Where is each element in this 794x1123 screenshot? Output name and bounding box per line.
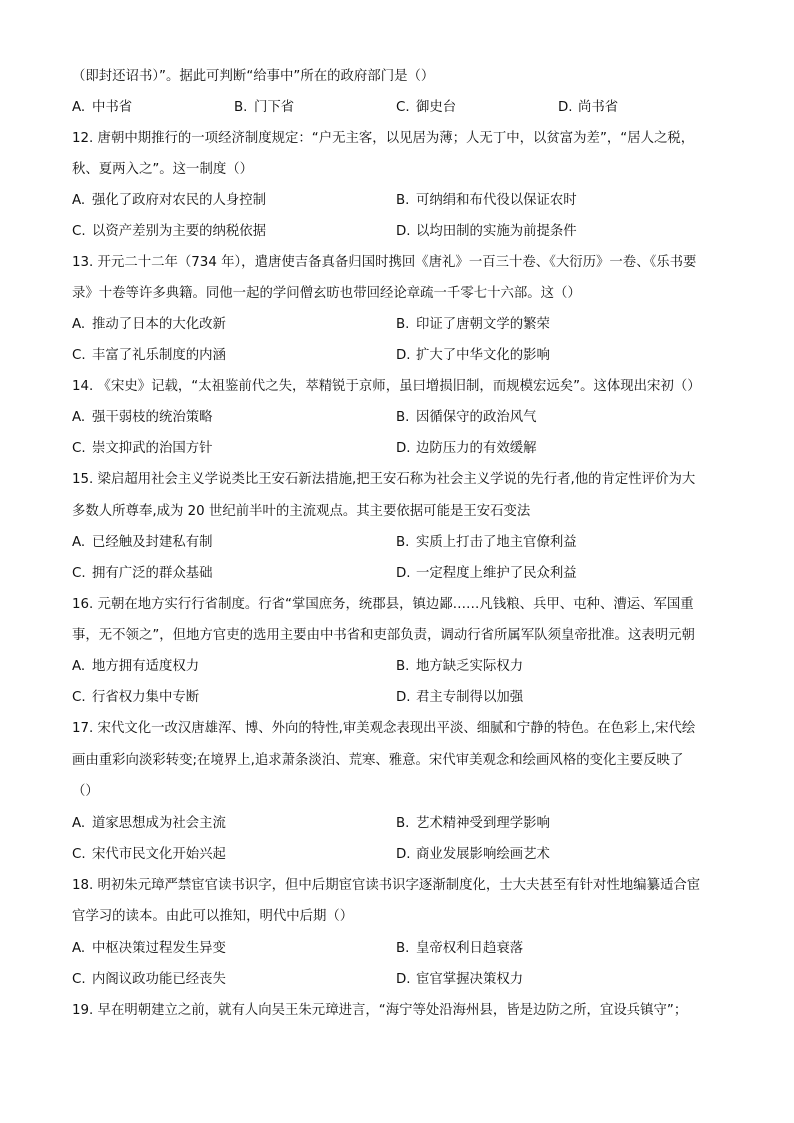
q16-stem-line: 16. 元朝在地方实行行省制度。行省“掌国庶务，统郡县，镇边鄙……凡钱粮、兵甲、屯种、漕运、军国重	[72, 597, 694, 612]
q17-option-c[interactable]: C. 宋代市民文化开始兴起	[72, 847, 226, 862]
q15-stem-line: 多数人所尊奉,成为 20 世纪前半叶的主流观点。其主要依据可能是王安石变法	[72, 504, 531, 519]
q11-option-b[interactable]: B. 门下省	[234, 100, 295, 115]
q12-stem-line: 12. 唐朝中期推行的一项经济制度规定：“户无主客，以见居为薄；人无丁中，以贫富为差”，“居人之税，	[72, 131, 695, 146]
q17-option-d[interactable]: D. 商业发展影响绘画艺术	[396, 847, 550, 862]
q11-stem-line: （即封还诏书）”。据此可判断“给事中”所在的政府部门是（）	[72, 69, 435, 84]
q14-option-b[interactable]: B. 因循保守的政治风气	[396, 410, 537, 425]
q13-option-d[interactable]: D. 扩大了中华文化的影响	[396, 348, 550, 363]
q19-stem-line: 19. 早在明朝建立之前，就有人向吴王朱元璋进言，“海宁等处沿海州县，皆是边防之所，宜设兵镇守”；	[72, 1003, 688, 1018]
q15-option-a[interactable]: A. 已经触及封建私有制	[72, 535, 213, 550]
q16-option-a[interactable]: A. 地方拥有适度权力	[72, 659, 200, 674]
q13-option-b[interactable]: B. 印证了唐朝文学的繁荣	[396, 317, 550, 332]
q12-option-d[interactable]: D. 以均田制的实施为前提条件	[396, 224, 577, 239]
q16-option-b[interactable]: B. 地方缺乏实际权力	[396, 659, 524, 674]
q17-option-b[interactable]: B. 艺术精神受到理学影响	[396, 816, 550, 831]
q15-option-c[interactable]: C. 拥有广泛的群众基础	[72, 566, 213, 581]
q18-stem-line: 18. 明初朱元璋严禁宦官读书识字，但中后期宦官读书识字逐渐制度化，士大夫甚至有针对性地编纂适合宦	[72, 878, 701, 893]
q14-stem-line: 14. 《宋史》记载，“太祖鉴前代之失，萃精锐于京师，虽曰增损旧制，而规模宏远矣”。这体现出宋初（）	[72, 379, 701, 394]
q14-option-c[interactable]: C. 崇文抑武的治国方针	[72, 441, 213, 456]
q15-stem-line: 15. 梁启超用社会主义学说类比王安石新法措施,把王安石称为社会主义学说的先行者,他的肯定性评价为大	[72, 472, 696, 487]
q12-stem-line: 秋、夏两入之”。这一制度（）	[72, 162, 254, 177]
q18-stem-line: 官学习的读本。由此可以推知，明代中后期（）	[72, 909, 354, 924]
q13-option-a[interactable]: A. 推动了日本的大化改新	[72, 317, 226, 332]
q18-option-a[interactable]: A. 中枢决策过程发生异变	[72, 941, 226, 956]
q17-stem-line: 17. 宋代文化一改汉唐雄浑、博、外向的特性,审美观念表现出平淡、细腻和宁静的特色。在色彩上,宋代绘	[72, 721, 696, 736]
q13-stem-line: 录》十卷等许多典籍。同他一起的学问僧玄昉也带回经论章疏一千零七十六部。这（）	[72, 286, 581, 301]
q18-option-c[interactable]: C. 内阁议政功能已经丧失	[72, 972, 226, 987]
q18-option-b[interactable]: B. 皇帝权利日趋衰落	[396, 941, 524, 956]
q15-option-b[interactable]: B. 实质上打击了地主官僚利益	[396, 535, 577, 550]
q16-option-d[interactable]: D. 君主专制得以加强	[396, 690, 524, 705]
q11-option-d[interactable]: D. 尚书省	[558, 100, 619, 115]
q15-option-d[interactable]: D. 一定程度上维护了民众利益	[396, 566, 577, 581]
q17-stem-line: 画由重彩向淡彩转变;在境界上,追求萧条淡泊、荒寒、雅意。宋代审美观念和绘画风格的变化主要反映了	[72, 753, 684, 768]
q13-option-c[interactable]: C. 丰富了礼乐制度的内涵	[72, 348, 226, 363]
q11-option-c[interactable]: C. 御史台	[396, 100, 457, 115]
q17-option-a[interactable]: A. 道家思想成为社会主流	[72, 816, 226, 831]
q16-stem-line: 事，无不领之”，但地方官吏的选用主要由中书省和吏部负责，调动行省所属军队须皇帝批准。这表明元朝	[72, 628, 695, 643]
q13-stem-line: 13. 开元二十二年（734 年），遣唐使吉备真备归国时携回《唐礼》一百三十卷、《大衍历》一卷、《乐书要	[72, 255, 697, 270]
q16-option-c[interactable]: C. 行省权力集中专断	[72, 690, 200, 705]
q12-option-b[interactable]: B. 可纳绢和布代役以保证农时	[396, 193, 577, 208]
q14-option-a[interactable]: A. 强干弱枝的统治策略	[72, 410, 213, 425]
q12-option-c[interactable]: C. 以资产差别为主要的纳税依据	[72, 224, 267, 239]
q12-option-a[interactable]: A. 强化了政府对农民的人身控制	[72, 193, 267, 208]
q11-option-a[interactable]: A. 中书省	[72, 100, 133, 115]
q14-option-d[interactable]: D. 边防压力的有效缓解	[396, 441, 537, 456]
q18-option-d[interactable]: D. 宦官掌握决策权力	[396, 972, 524, 987]
q17-stem-line: （）	[72, 784, 99, 799]
